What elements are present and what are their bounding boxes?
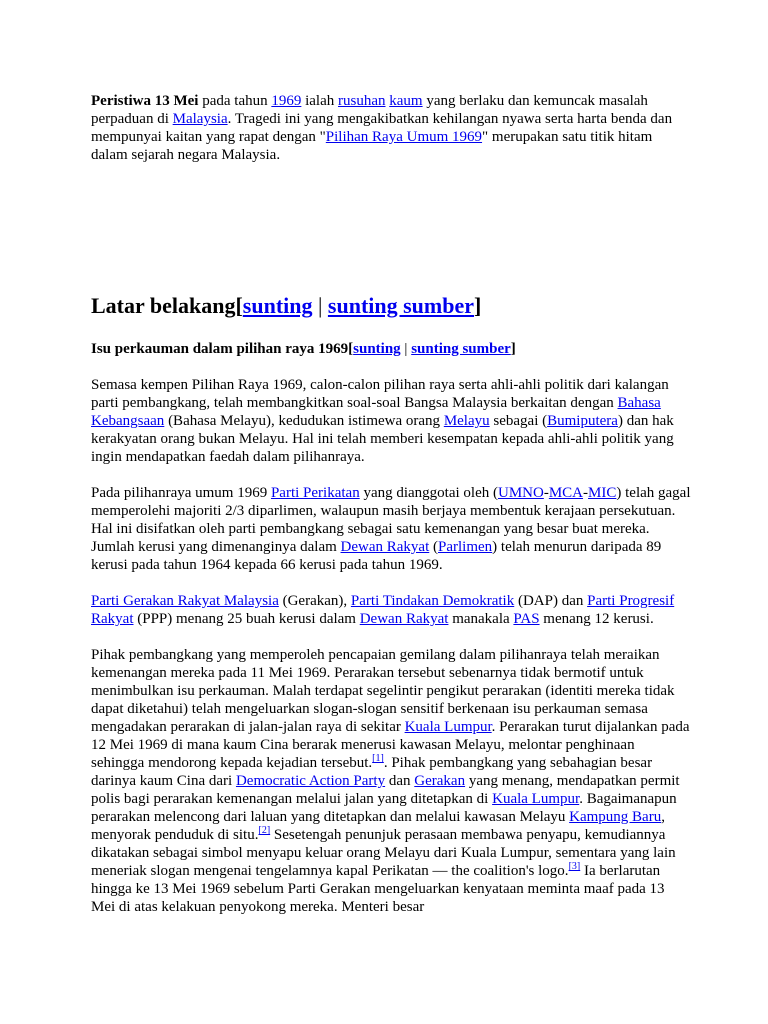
text-span: sebagai (: [489, 413, 548, 429]
subsection-heading-isu-perkauman: [91, 340, 516, 358]
edit-link[interactable]: sunting: [242, 293, 313, 318]
link-umno[interactable]: UMNO: [498, 485, 544, 501]
link-pilihan-raya-1969[interactable]: Pilihan Raya Umum 1969: [325, 129, 483, 145]
text-span: menang 12 kerusi.: [539, 611, 654, 627]
text-span: dan: [385, 773, 415, 789]
text-span: pada tahun: [198, 93, 272, 109]
link-democratic-action-party[interactable]: Democratic Action Party: [235, 773, 386, 789]
link-kaum[interactable]: kaum: [389, 93, 423, 109]
text-span: ) telah menurun daripada 89 kerusi pada tahun 1964 kepada 66 kerusi pada tahun 1969.: [91, 539, 662, 573]
text-span: Semasa kempen Pilihan Raya 1969, calon-calon pilihan raya serta ahli-ahli politik dari kalangan parti pembangkang, telah membangkitkan soal-soal Bangsa Malaysia berkaitan dengan: [91, 377, 669, 411]
text-span: . Perarakan turut dijalankan pada 12 Mei 1969 di mana kaum Cina berarak menerusi kawasan Melayu, melontar penghinaan sehingga mendorong kepada kejadian tersebut.: [91, 719, 690, 771]
link-gerakan[interactable]: Parti Gerakan Rakyat Malaysia: [91, 593, 279, 609]
text-span: . Pihak pembangkang yang sebahagian besar darinya kaum Cina dari: [91, 755, 653, 789]
section-heading-latar-belakang: [91, 292, 481, 320]
intro-paragraph: [91, 92, 691, 164]
link-rusuhan[interactable]: rusuhan: [338, 93, 386, 109]
footnote-link-2[interactable]: [2]: [258, 825, 271, 836]
link-ppp[interactable]: Parti Progresif Rakyat: [91, 593, 675, 627]
heading-separator: |: [400, 341, 412, 357]
text-span: -: [543, 485, 549, 501]
link-kuala-lumpur[interactable]: Kuala Lumpur: [492, 791, 580, 807]
text-span: ) telah gagal memperolehi majoriti 2/3 diparlimen, walaupun masih berjaya membentuk kerajaan persekutuan. Hal ini disifatkan oleh parti pembangkang sebagai satu kemenangan yang besar buat mereka. Jumlah kerusi yang dimenanginya dalam: [91, 485, 691, 555]
paragraph-3: [91, 592, 691, 628]
footnote-ref: [258, 825, 270, 836]
footnote-ref: [569, 861, 581, 872]
text-span: " merupakan satu titik hitam dalam sejarah negara Malaysia.: [91, 129, 653, 163]
heading-text: Latar belakang[: [91, 293, 243, 318]
footnote-link-3[interactable]: [3]: [568, 861, 581, 872]
text-span: (Bahasa Melayu), kedudukan istimewa orang: [164, 413, 444, 429]
text-span: , menyorak penduduk di situ.: [91, 809, 665, 843]
text-span: ialah: [301, 93, 339, 109]
heading-bracket: ]: [510, 341, 516, 357]
text-span: . Bagaimanapun perarakan melencong dari laluan yang ditetapkan dan melalui kawasan Melayu: [91, 791, 677, 825]
intro-section: [91, 92, 691, 164]
text-span: -: [583, 485, 589, 501]
paragraph-2: [91, 484, 691, 574]
link-bahasa-kebangsaan[interactable]: Bahasa Kebangsaan: [91, 395, 661, 429]
heading-separator: |: [312, 293, 328, 318]
footnote-link-1[interactable]: [1]: [372, 753, 384, 764]
link-mic[interactable]: MIC: [588, 485, 617, 501]
link-parlimen[interactable]: Parlimen: [438, 539, 493, 555]
edit-link[interactable]: sunting: [353, 341, 401, 357]
link-dewan-rakyat[interactable]: Dewan Rakyat: [359, 611, 449, 627]
text-span: (PPP) menang 25 buah kerusi dalam: [133, 611, 360, 627]
link-malaysia[interactable]: Malaysia: [172, 111, 228, 127]
link-dap[interactable]: Parti Tindakan Demokratik: [350, 593, 515, 609]
edit-source-link[interactable]: sunting sumber: [327, 293, 474, 318]
article-body: [91, 376, 691, 934]
text-span: (DAP) dan: [514, 593, 588, 609]
text-span: yang menang, mendapatkan permit polis bagi perarakan kemenangan melalui jalan yang ditetapkan di: [91, 773, 680, 807]
heading-bracket: ]: [474, 293, 482, 318]
link-kampung-baru[interactable]: Kampung Baru: [569, 809, 662, 825]
link-1969[interactable]: 1969: [271, 93, 302, 109]
text-span: . Tragedi ini yang mengakibatkan kehilangan nyawa serta harta benda dan mempunyai kaitan yang rapat dengan ": [91, 111, 673, 145]
footnote-ref: [372, 753, 384, 764]
edit-source-link[interactable]: sunting sumber: [411, 341, 511, 357]
text-span: (Gerakan),: [278, 593, 351, 609]
text-span: yang dianggotai oleh (: [359, 485, 498, 501]
link-gerakan-party[interactable]: Gerakan: [414, 773, 466, 789]
link-parti-perikatan[interactable]: Parti Perikatan: [270, 485, 360, 501]
text-span: Ia berlarutan hingga ke 13 Mei 1969 sebelum Parti Gerakan mengeluarkan kenyataan meminta maaf pada 13 Mei di atas kelakuan penyokong mereka. Menteri besar: [91, 863, 665, 915]
text-span: Sesetengah penunjuk perasaan membawa penyapu, kemudiannya dikatakan sebagai simbol menyapu keluar orang Melayu dari Kuala Lumpur, sementara yang lain meneriak slogan mengenai tengelamnya kapal Perikatan — the coalition's logo.: [91, 827, 676, 879]
text-span: (: [429, 539, 438, 555]
article-subject: Peristiwa 13 Mei: [91, 93, 199, 109]
text-span: manakala: [448, 611, 514, 627]
text-span: Pihak pembangkang yang memperoleh pencapaian gemilang dalam pilihanraya telah meraikan kemenangan mereka pada 11 Mei 1969. Perarakan tersebut sebenarnya tidak bermotif untuk menimbulkan isu perkauman. Malah terdapat segelintir pengikut perarakan (identiti mereka tidak dapat diketahui) telah mengeluarkan slogan-slogan sensitif berkenaan isu perkauman semasa mengadakan perarakan di jalan-jalan raya di sekitar: [91, 647, 675, 735]
paragraph-4: [91, 646, 691, 916]
link-kuala-lumpur[interactable]: Kuala Lumpur: [404, 719, 492, 735]
link-melayu[interactable]: Melayu: [443, 413, 490, 429]
link-mca[interactable]: MCA: [548, 485, 584, 501]
text-span: Pada pilihanraya umum 1969: [91, 485, 271, 501]
link-dewan-rakyat[interactable]: Dewan Rakyat: [340, 539, 430, 555]
text-span: yang berlaku dan kemuncak masalah perpaduan di: [91, 93, 648, 127]
heading-text: Isu perkauman dalam pilihan raya 1969[: [91, 341, 354, 357]
text-span: ) dan hak kerakyatan orang bukan Melayu. Hal ini telah memberi kesempatan kepada ahli-ahli politik yang ingin mendapatkan faedah dalam pilihanraya.: [91, 413, 674, 465]
paragraph-1: [91, 376, 691, 466]
link-pas[interactable]: PAS: [513, 611, 540, 627]
link-bumiputera[interactable]: Bumiputera: [547, 413, 618, 429]
